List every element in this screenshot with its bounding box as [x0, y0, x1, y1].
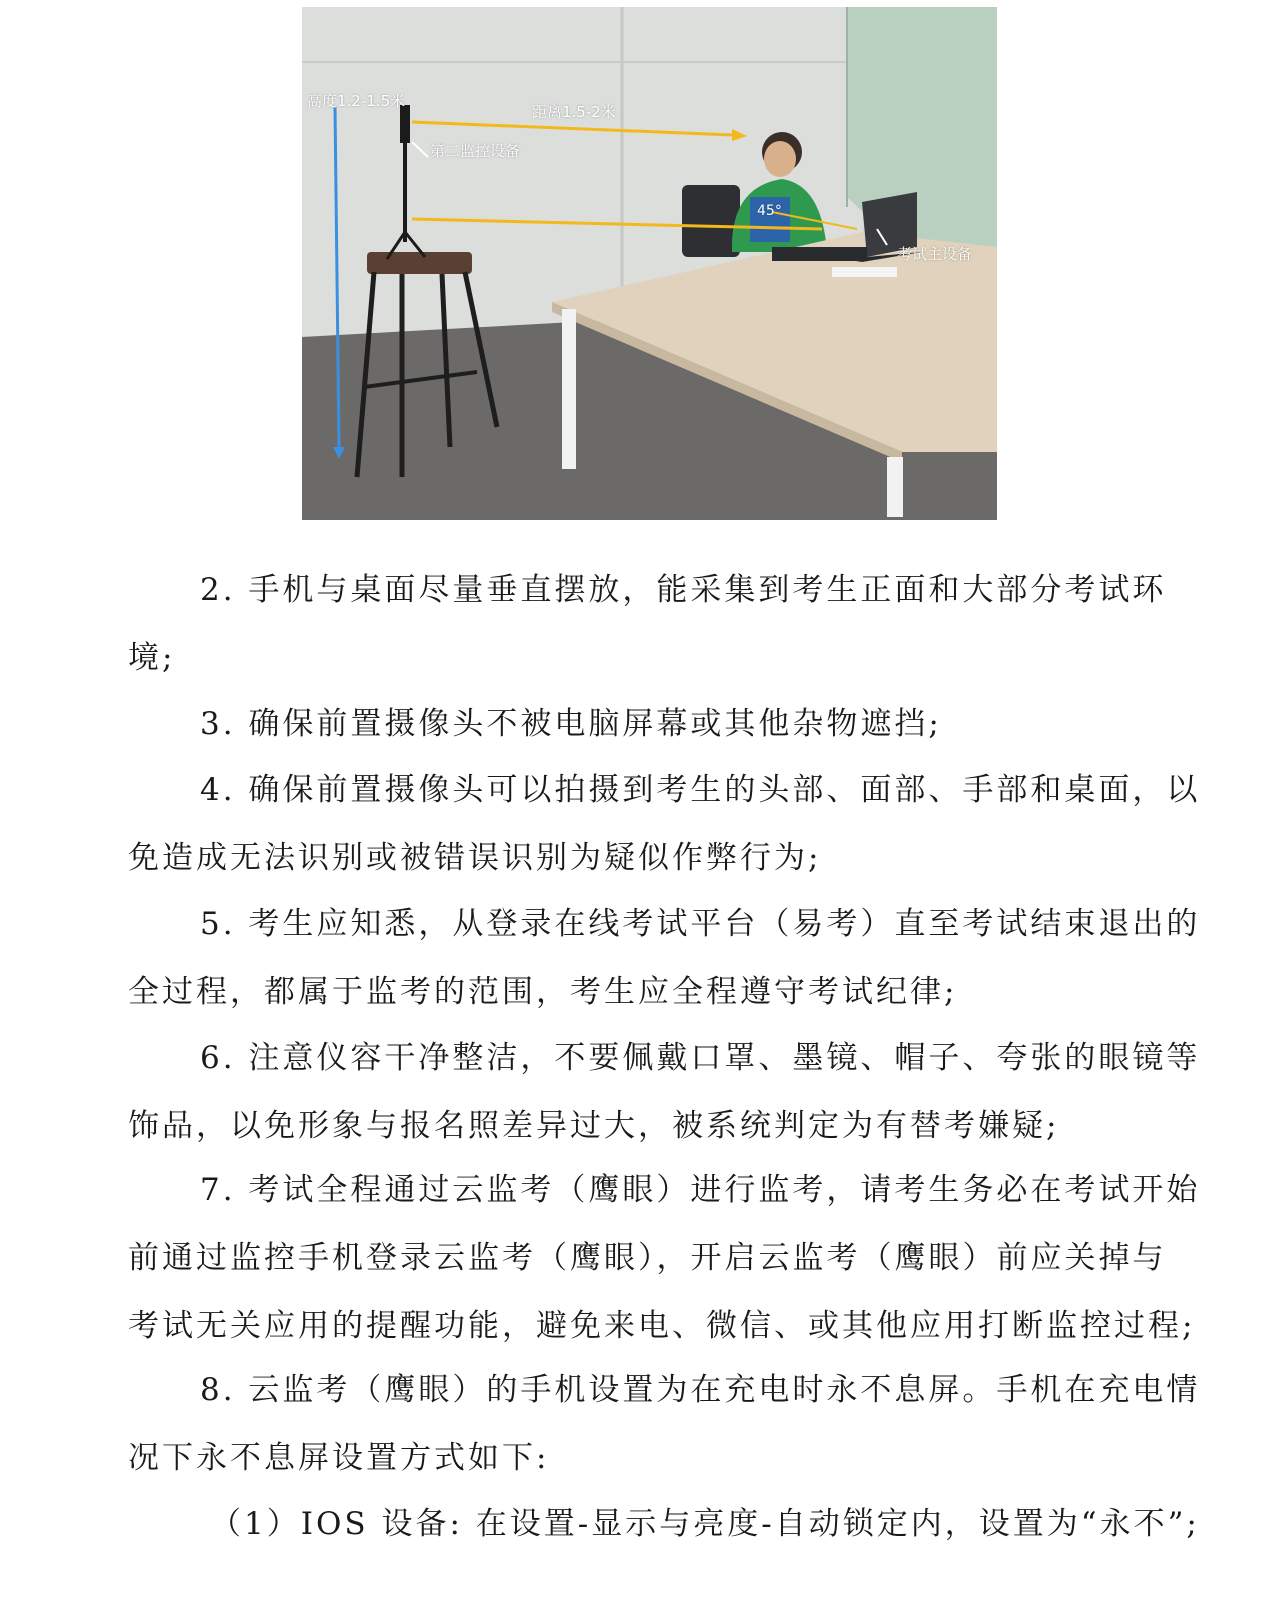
item-4-line-1: 4. 确保前置摄像头可以拍摄到考生的头部、面部、手部和桌面，以	[200, 772, 1201, 808]
item-6-line-1: 6. 注意仪容干净整洁，不要佩戴口罩、墨镜、帽子、夸张的眼镜等	[200, 1040, 1201, 1076]
item-5-line-2: 全过程，都属于监考的范围，考生应全程遵守考试纪律;	[128, 974, 958, 1010]
item-8-line-2: 况下永不息屏设置方式如下:	[128, 1440, 550, 1476]
item-2-line-2: 境;	[128, 640, 176, 676]
exam-setup-photo	[302, 7, 997, 520]
main-device-label: 考试主设备	[897, 245, 973, 263]
item-2	[128, 556, 1208, 692]
item-4	[128, 756, 1208, 892]
item-7-line-2: 前通过监控手机登录云监考（鹰眼），开启云监考（鹰眼）前应关掉与	[128, 1240, 1167, 1276]
item-8	[128, 1356, 1208, 1492]
item-6	[128, 1024, 1208, 1160]
second-device-label: 第二监控设备	[430, 142, 521, 160]
item-3-line-1: 3. 确保前置摄像头不被电脑屏幕或其他杂物遮挡;	[200, 706, 942, 742]
item-7	[128, 1156, 1208, 1360]
exam-room-illustration	[302, 7, 997, 520]
item-8-1-line-1: （1）IOS 设备: 在设置-显示与亮度-自动锁定内，设置为“永不”;	[210, 1506, 1200, 1542]
item-7-line-3: 考试无关应用的提醒功能，避免来电、微信、或其他应用打断监控过程;	[128, 1308, 1196, 1344]
height-label: 高度1.2-1.5米	[307, 92, 406, 110]
angle-label: 45°	[757, 203, 782, 219]
item-2-line-1: 2. 手机与桌面尽量垂直摆放，能采集到考生正面和大部分考试环	[200, 572, 1167, 608]
item-5-line-1: 5. 考生应知悉，从登录在线考试平台（易考）直至考试结束退出的	[200, 906, 1201, 942]
item-7-line-1: 7. 考试全程通过云监考（鹰眼）进行监考，请考生务必在考试开始	[200, 1172, 1201, 1208]
item-8-line-1: 8. 云监考（鹰眼）的手机设置为在充电时永不息屏。手机在充电情	[200, 1372, 1201, 1408]
item-3	[128, 690, 1208, 758]
item-8-1	[210, 1490, 1286, 1558]
distance-label: 距离1.5-2米	[532, 103, 616, 121]
item-4-line-2: 免造成无法识别或被错误识别为疑似作弊行为;	[128, 840, 822, 876]
item-6-line-2: 饰品，以免形象与报名照差异过大，被系统判定为有替考嫌疑;	[128, 1108, 1060, 1144]
item-5	[128, 890, 1208, 1026]
